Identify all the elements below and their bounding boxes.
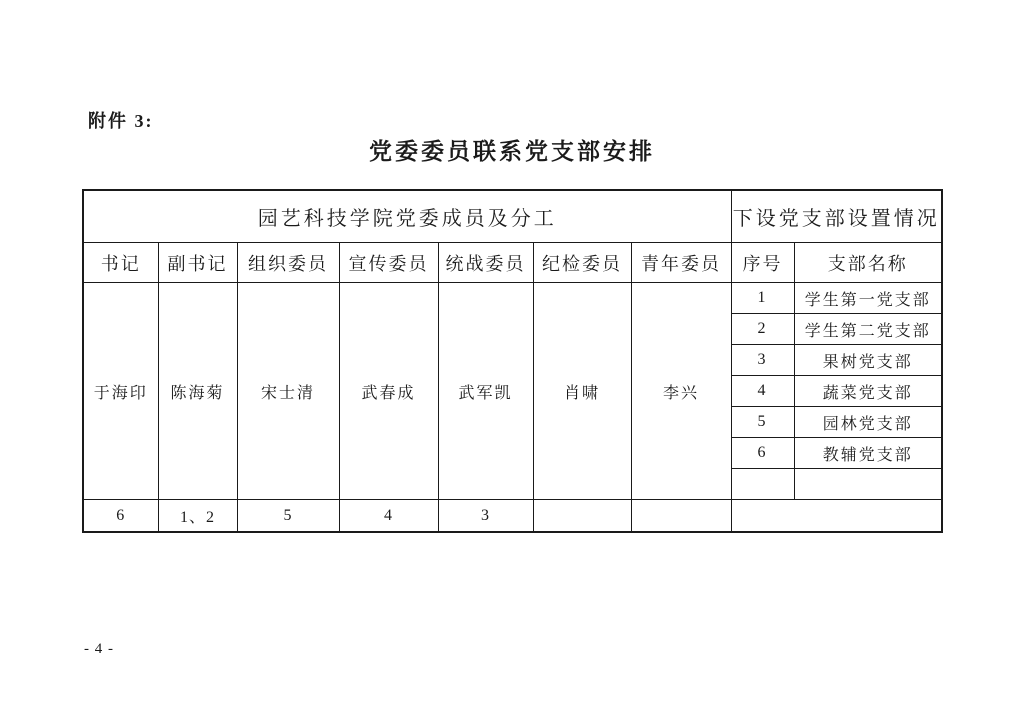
branch-no-cell: 1 [731, 283, 794, 314]
page-number: - 4 - [84, 641, 114, 657]
member-cell: 陈海菊 [158, 283, 237, 500]
assignment-cell: 6 [83, 500, 158, 533]
assignment-cell: 5 [237, 500, 339, 533]
column-header-qingnian: 青年委员 [631, 243, 731, 283]
branch-no-cell: 4 [731, 376, 794, 407]
column-header-zuzhi: 组织委员 [237, 243, 339, 283]
assignment-cell [533, 500, 631, 533]
assignment-cell: 3 [438, 500, 533, 533]
group-header-row [83, 190, 942, 243]
member-cell: 肖啸 [533, 283, 631, 500]
branch-no-cell [731, 469, 794, 500]
branch-name-cell: 教辅党支部 [794, 438, 942, 469]
branch-no-cell: 5 [731, 407, 794, 438]
branch-name-cell: 蔬菜党支部 [794, 376, 942, 407]
column-header-fushuji: 副书记 [158, 243, 237, 283]
member-cell: 于海印 [83, 283, 158, 500]
group-header-right: 下设党支部设置情况 [731, 190, 942, 243]
column-header-xuhao: 序号 [731, 243, 794, 283]
party-branch-table [82, 189, 943, 533]
member-cell: 武军凯 [438, 283, 533, 500]
column-header-shuji: 书记 [83, 243, 158, 283]
assignment-cell: 4 [339, 500, 438, 533]
document-title: 党委委员联系党支部安排 [369, 139, 655, 164]
branch-no-cell: 2 [731, 314, 794, 345]
branch-name-cell: 园林党支部 [794, 407, 942, 438]
branch-name-cell [794, 469, 942, 500]
attachment-label: 附件 3: [88, 111, 154, 131]
column-header-zhibu-mingcheng: 支部名称 [794, 243, 942, 283]
column-header-jijian: 纪检委员 [533, 243, 631, 283]
column-header-row [83, 243, 942, 283]
assignment-cell [631, 500, 731, 533]
assignment-branch-cell [731, 500, 942, 533]
branch-no-cell: 6 [731, 438, 794, 469]
assignment-cell: 1、2 [158, 500, 237, 533]
branch-name-cell: 学生第一党支部 [794, 283, 942, 314]
branch-name-cell: 果树党支部 [794, 345, 942, 376]
group-header-left: 园艺科技学院党委成员及分工 [83, 190, 731, 243]
member-cell: 武春成 [339, 283, 438, 500]
branch-no-cell: 3 [731, 345, 794, 376]
branch-name-cell: 学生第二党支部 [794, 314, 942, 345]
column-header-xuanchuan: 宣传委员 [339, 243, 438, 283]
branch-row [83, 283, 942, 314]
member-cell: 李兴 [631, 283, 731, 500]
column-header-tongzhan: 统战委员 [438, 243, 533, 283]
assignment-row [83, 500, 942, 533]
member-cell: 宋士清 [237, 283, 339, 500]
